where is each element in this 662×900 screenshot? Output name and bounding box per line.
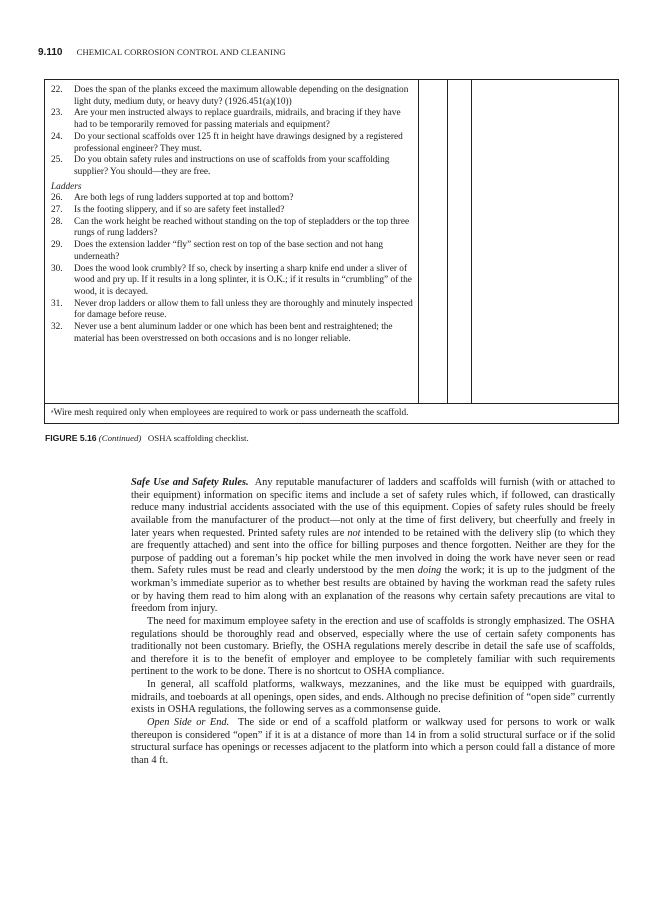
checklist-items: [51, 85, 413, 345]
column-divider: [471, 80, 472, 403]
checklist-item: 27. Is the footing slippery, and if so are safety feet installed?: [51, 205, 285, 216]
checklist-item: 28. Can the work height be reached without standing on the top of stepladders or the top three rungs of rung ladders?: [51, 216, 410, 239]
checklist-item: 26. Are both legs of rung ladders supported at top and bottom?: [51, 193, 294, 204]
running-header: [38, 47, 628, 58]
column-divider: [447, 80, 448, 403]
checklist-item: 23. Are your men instructed always to replace guardrails, midrails, and bracing if they have had to be temporarily removed for passing materials and equipment?: [51, 108, 401, 131]
caption-text: OSHA scaffolding checklist.: [147, 433, 249, 443]
table-footnote: ᵃWire mesh required only when employees are required to work or pass underneath the scaffold.: [51, 408, 409, 418]
checklist-item: 24. Do your sectional scaffolds over 125 ft in height have drawings designed by a registered professional engineer? They must.: [51, 131, 403, 154]
paragraph-safety-rules: Safe Use and Safety Rules. Any reputable manufacturer of ladders and scaffolds will furnish (with or attached to their equipment) information on specific items and include a set of safety rules which, if followed, can drastically reduce many industrial accidents associated with the use of this equipment. Copies of safety rules should be freely available from the manufacturer of the product—not only at the time of first delivery, but cheerfully and freely in later years when requested. Printed safety rules are not intended to be retained with the delivery slip (to which they are frequently attached) and sent into the office for billing purposes and thence forgotten. Neither are they for the purpose of padding out a foreman’s hip pocket while the men involved in doing the work have never seen or read them. Safety rules must be read and clearly understood by the men doing the work; it is up to the judgment of the workman’s immediate superior as to whether best results are obtained by having the workman read the safety rules or by having them read to him along with an explanation of the reasons why certain safety precautions are vital to freedom from injury.: [131, 477, 615, 615]
footnote-divider: [45, 403, 618, 404]
run-in-heading: Open Side or End.: [147, 716, 230, 728]
paragraph: The need for maximum employee safety in the erection and use of scaffolds is strongly emphasized. The OSHA regulations should be thoroughly read and observed, especially where the use of certain safety components has traditionally not been customary. Briefly, the OSHA regulations merely describe in detail the safe use of scaffolds, and therefore it is to the benefit of employer and employee to be completely familiar with such requirements pertinent to the work to be done. There is no shortcut to OSHA compliance.: [131, 615, 615, 678]
body-text: [131, 477, 615, 767]
checklist-item: 30. Does the wood look crumbly? If so, check by inserting a sharp knife end under a sliver of wood and pry up. If it results in a long splinter, it is O.K.; if it results in “crumbling” of the wood, it is decayed.: [51, 263, 412, 297]
checklist-item: 31. Never drop ladders or allow them to fall unless they are thoroughly and minutely inspected for damage before reuse.: [51, 298, 413, 321]
page-number: 9.110: [38, 47, 63, 58]
figure-label: FIGURE 5.16: [45, 433, 97, 443]
column-divider: [418, 80, 419, 403]
continued-label: (Continued): [98, 433, 142, 443]
book-title: CHEMICAL CORROSION CONTROL AND CLEANING: [76, 47, 286, 57]
checklist-table: [44, 79, 619, 424]
figure-caption: [45, 433, 249, 443]
checklist-item: 22. Does the span of the planks exceed the maximum allowable depending on the designation light duty, medium duty, or heavy duty? (1926.451(a)(10)): [51, 85, 409, 107]
checklist-item: 32. Never use a bent aluminum ladder or one which has been bent and restraightened; the material has been overstressed on both occasions and is no longer reliable.: [51, 322, 393, 344]
section-heading-ladders: Ladders: [51, 181, 82, 192]
checklist-item: 29. Does the extension ladder “fly” section rest on top of the base section and not hang underneath?: [51, 240, 384, 262]
paragraph-open-side: Open Side or End. The side or end of a scaffold platform or walkway used for persons to work or walk thereupon is considered “open” if it is at a distance of more than 14 in from a solid structural surface or if the solid structural surface has openings or recesses adjacent to the platform into which a person could fall a distance of more than 4 ft.: [131, 716, 615, 766]
checklist-item: 25. Do you obtain safety rules and instructions on use of scaffolds from your scaffolding supplier? You should—they are free.: [51, 155, 390, 177]
run-in-heading: Safe Use and Safety Rules.: [131, 477, 249, 488]
paragraph: In general, all scaffold platforms, walkways, mezzanines, and the like must be equipped with guardrails, midrails, and toeboards at all openings, open sides, and ends. Although no precise definition of “open side” currently exists in OSHA regulations, the following serves as a commonsense guide.: [131, 679, 615, 716]
